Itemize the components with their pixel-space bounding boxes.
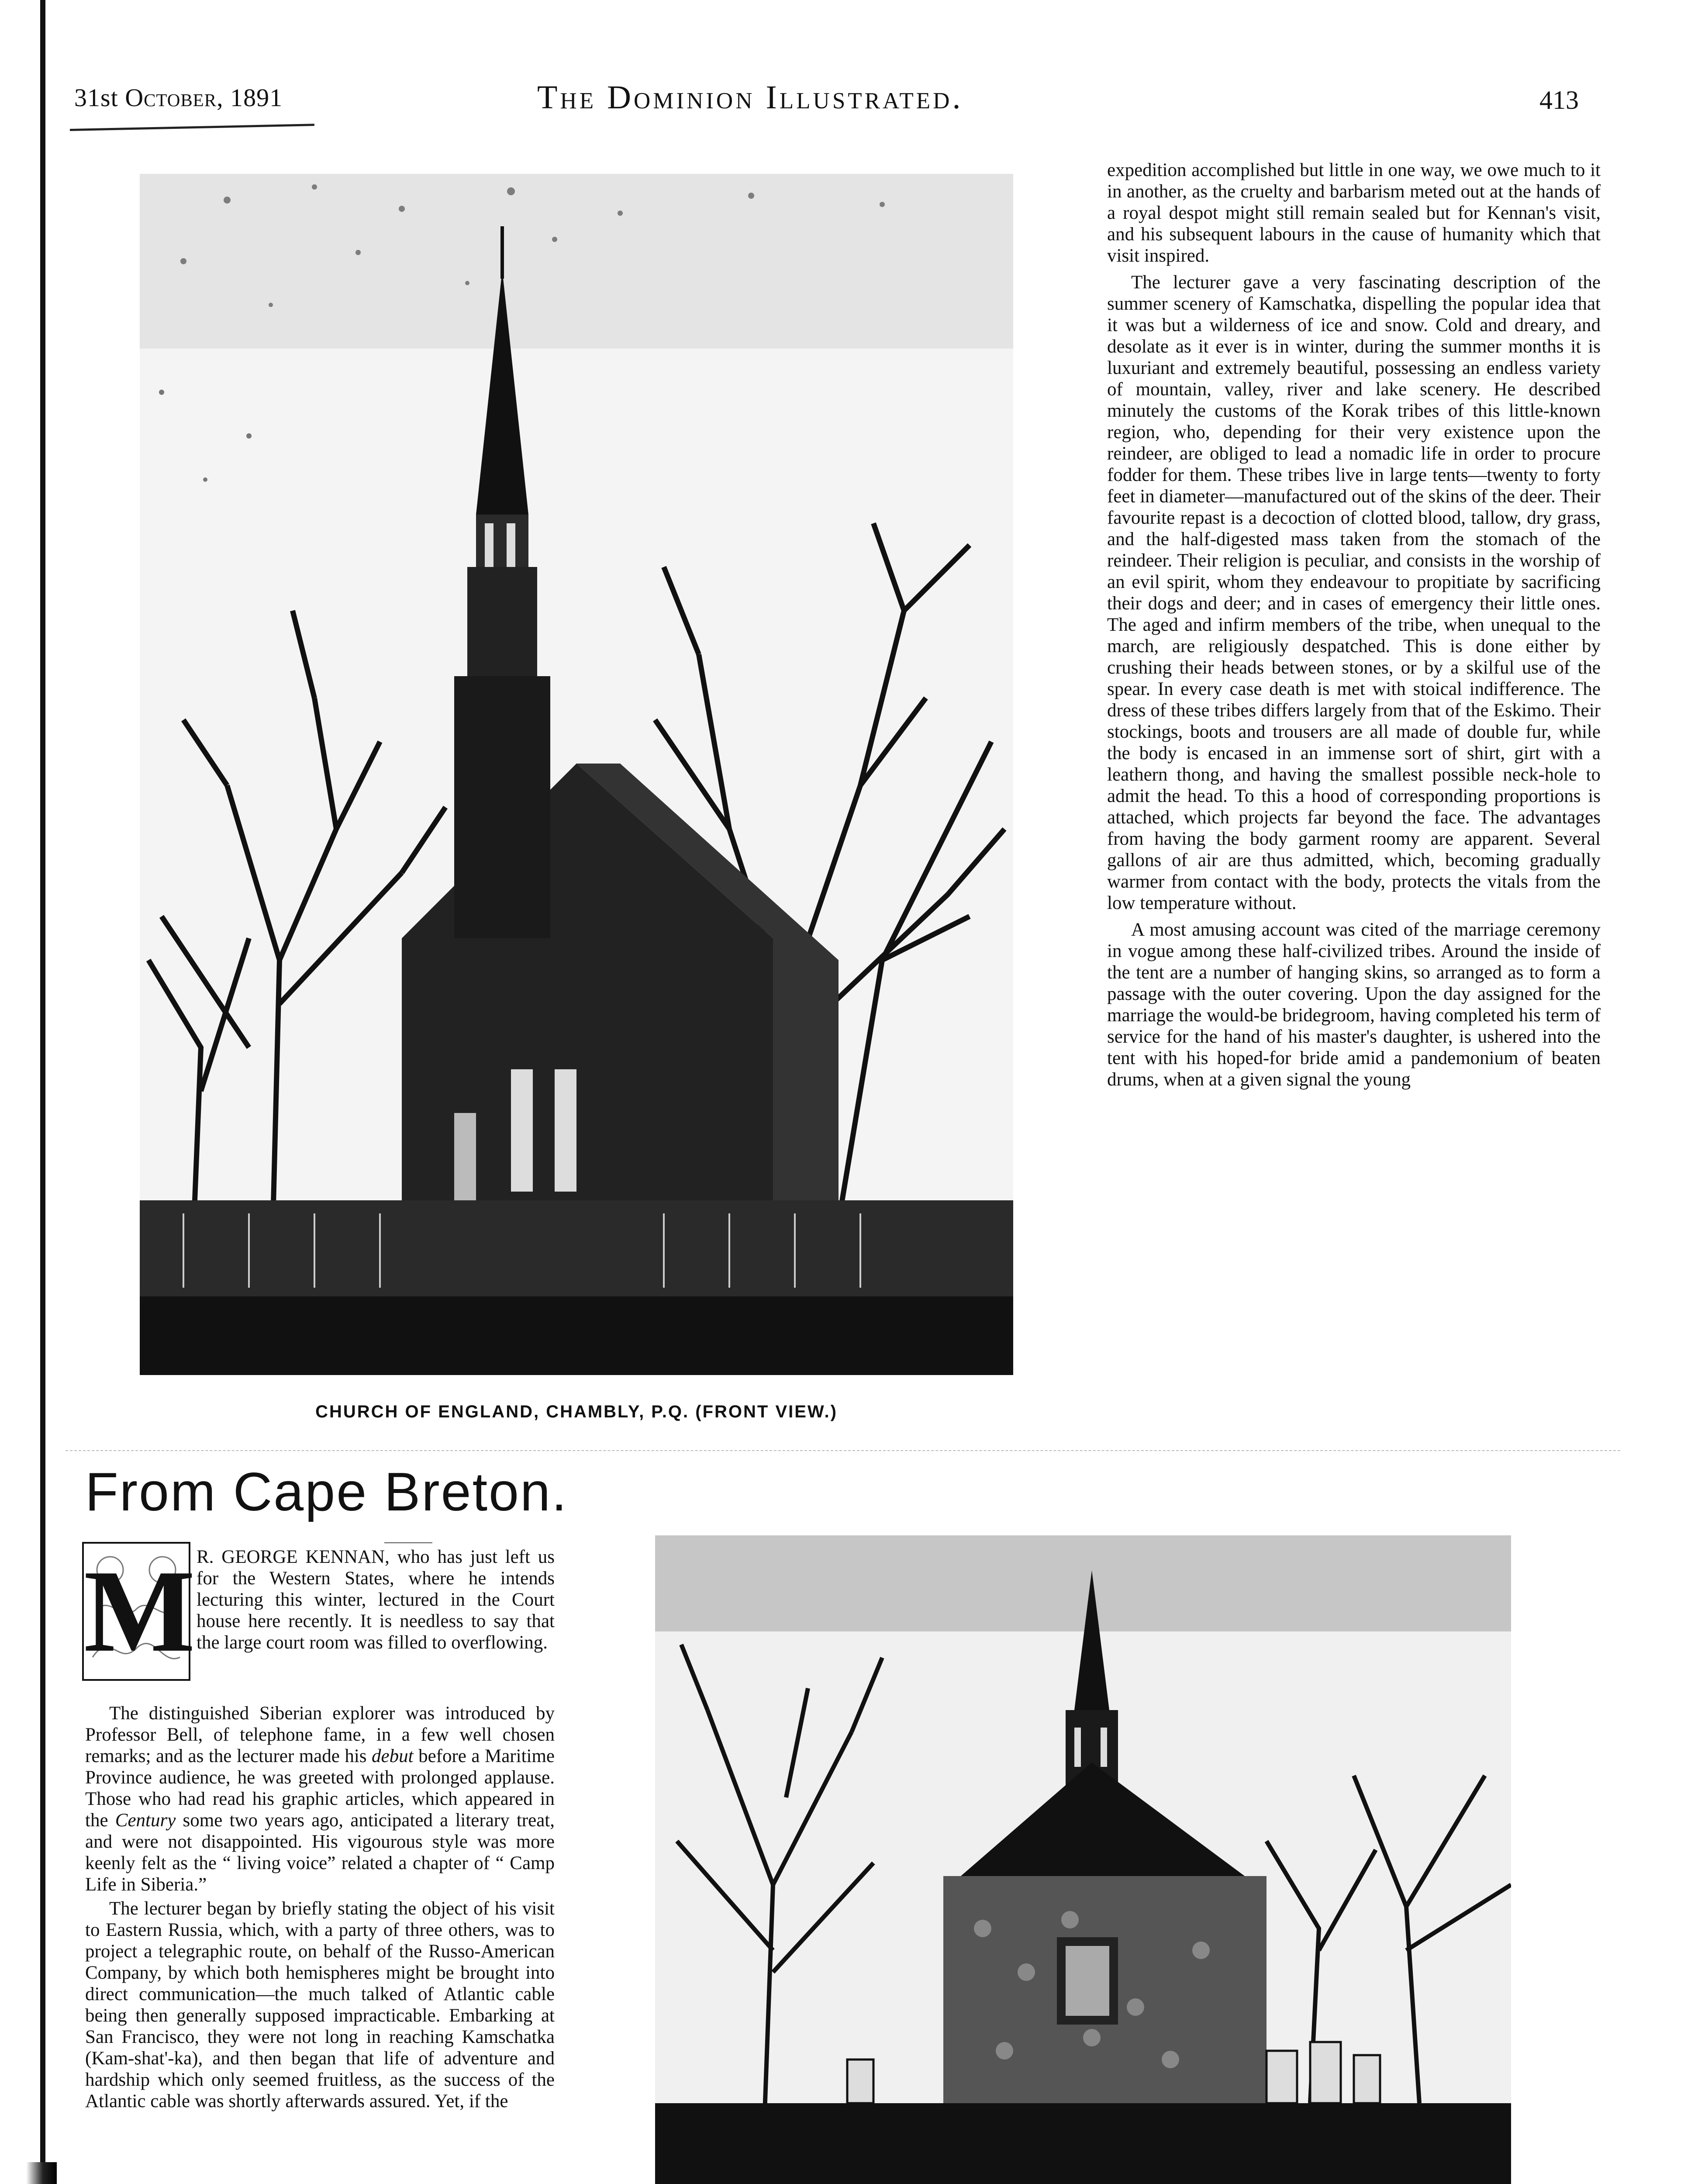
paragraph: A most amusing account was cited of the marriage ceremony in vogue among these half-civilized tribes. Around the inside of the tent are a number of hanging skins, so arranged as to form a passage with the outer covering. Upon the day assigned for the marriage the would-be bridegroom, having completed his term of service for the hand of his master's daughter, is ushered into the tent with his hoped-for bride amid a pandemonium of beaten drums, when at a given signal the young	[1107, 919, 1601, 1090]
text-run-italic: Century	[115, 1810, 176, 1831]
publication-title: The Dominion Illustrated.	[537, 79, 963, 116]
section-divider	[66, 1450, 1620, 1451]
short-rule	[384, 1542, 432, 1543]
page-number: 413	[1539, 86, 1579, 114]
text-run: before a Maritime Province audience, he was greeted with prolonged applause. Those who had read his graphic articles, which appeared in the	[85, 1746, 555, 1831]
article-intro	[197, 1546, 555, 1653]
paragraph: The lecturer began by briefly stating the object of his visit to Eastern Russia, which, with a party of three others, was to project a telegraphic route, on behalf of the Russo-American Company, by which both hemispheres might be brought into direct communication—the much talked of Atlantic cable being then generally supposed impracticable. Embarking at San Francisco, they were not long in reaching Kamschatka (Kam-shat'-ka), and then began that life of adventure and hardship which only seemed fruitless, as the success of the Atlantic cable was shortly afterwards assured. Yet, if the	[85, 1898, 555, 2111]
paragraph: The lecturer gave a very fascinating description of the summer scenery of Kamschatka, dispelling the popular idea that it was but a wilderness of ice and snow. Cold and dreary, and desolate as it ever is in winter, during the summer months it is luxuriant and extremely beautiful, possessing an endless variety of mountain, valley, river and lake scenery. He described minutely the customs of the Korak tribes of this little-known region, who, depending for their very existence upon the reindeer, are obliged to lead a nomadic life in order to procure fodder for them. These tribes live in large tents—twenty to forty feet in diameter—manufactured out of the skins of the deer. Their favourite repast is a decoction of clotted blood, tallow, dry grass, and the half-digested mass taken from the stomach of the reindeer. Their religion is peculiar, and consists in the worship of an evil spirit, whom they endeavour to propitiate by sacrificing their dogs and deer; and in cases of emergency their little ones. The aged and infirm members of the tribe, when unequal to the march, are religiously despatched. This is done either by crushing their heads between stones, or by a skilful use of the spear. In every case death is met with stoical indifference. The dress of these tribes differs largely from that of the Eskimo. Their stockings, boots and trousers are all made of double fur, while the body is encased in an immense sort of shirt, girt with a leathern thong, and having the smallest possible neck-hole to admit the head. To this a hood of corresponding proportions is attached, which projects far beyond the face. The advantages from having the body garment roomy are apparent. Several gallons of air are thus admitted, which, becoming gradually warmer from contact with the body, protects the vitals from the low temperature without.	[1107, 272, 1601, 913]
church-front-photo	[140, 174, 1013, 1375]
left-column-text	[85, 1703, 555, 2112]
page-edge-shadow	[26, 2162, 57, 2184]
article-heading: From Cape Breton.	[85, 1462, 568, 1522]
date-ordinal: 31st	[74, 83, 118, 112]
text-run: some two years ago, anticipated a literary treat, and were not disappointed. His vigourous style was more keenly felt as the “ living voice” related a chapter of “ Camp Life in Siberia.”	[85, 1810, 555, 1895]
intro-paragraph: R. GEORGE KENNAN, who has just left us for the Western States, where he intends lecturing this winter, lectured in the Court house here recently. It is needless to say that the large court room was filled to overflowing.	[197, 1547, 555, 1653]
drop-cap	[82, 1542, 195, 1681]
header-rule	[70, 124, 314, 131]
paragraph: expedition accomplished but little in one way, we owe much to it in another, as the cruelty and barbarism meted out at the hands of a royal despot might still remain sealed but for Kennan's visit, and his subsequent labours in the cause of humanity which that visit inspired.	[1107, 160, 1601, 266]
text-run: The distinguished Siberian explorer was introduced by Professor Bell, of telephone fame, in a few well chosen remarks; and as the lecturer made his	[85, 1703, 555, 1766]
issue-date	[74, 83, 283, 112]
drop-cap-letter: M	[84, 1546, 195, 1676]
church-rear-photo	[655, 1535, 1511, 2184]
page-edge	[40, 0, 45, 2184]
text-run-italic: debut	[372, 1746, 414, 1766]
right-column-text	[1107, 159, 1601, 1090]
date-month: October,	[125, 83, 224, 112]
paragraph	[85, 1703, 555, 1895]
date-year: 1891	[230, 83, 283, 112]
front-photo-caption: CHURCH OF ENGLAND, CHAMBLY, P.Q. (FRONT VIEW.)	[315, 1402, 838, 1421]
